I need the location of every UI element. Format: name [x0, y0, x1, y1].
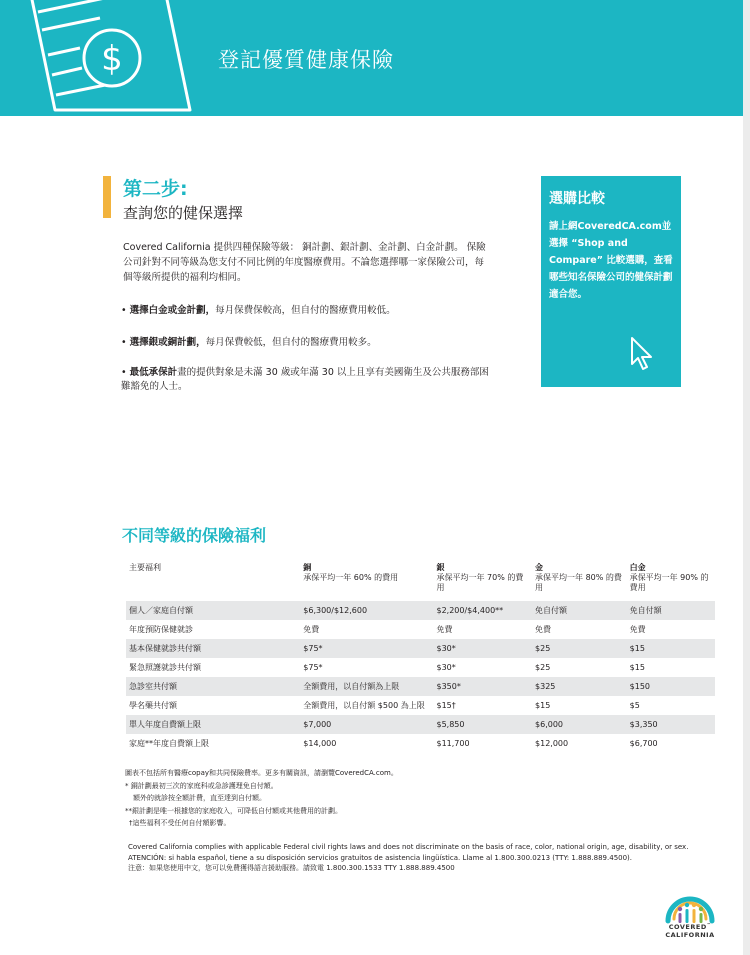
page-title: 登記優質健康保險 [218, 48, 394, 72]
header-banner [0, 0, 743, 116]
header-sub: 承保平均一年 90% 的費用 [629, 573, 709, 592]
table-cell: 免費 [535, 625, 552, 634]
header-bronze [300, 563, 433, 601]
table-cell: $30* [436, 663, 456, 672]
table-cell: $30* [433, 639, 532, 658]
table-cell: $325 [532, 677, 627, 696]
footnote: 圖表不包括所有醫療copay和共同保險費率。更多有關資訊，請瀏覽CoveredCA.com。 [125, 769, 398, 777]
header-platinum [627, 563, 715, 601]
logo-trademark: ™ [706, 922, 712, 927]
legal-line: Covered California complies with applicable Federal civil rights laws and does not discriminate on the basis of race, color, national origin, age, disability, or sex. [128, 843, 689, 851]
table-cell: 免自付額 [627, 601, 715, 620]
table-row [126, 734, 715, 753]
logo-line1: COVERED [668, 923, 707, 932]
table-cell: $11,700 [436, 739, 470, 748]
table-row [126, 677, 715, 696]
table-cell: 全額費用，以自付額 $500 為上限 [303, 701, 425, 710]
legal-notice [128, 842, 688, 874]
table-row [126, 620, 715, 639]
table-cell: 免費 [436, 625, 453, 634]
table-cell: $6,700 [629, 739, 658, 748]
table-cell: 免費 [629, 625, 646, 634]
header-sub: 承保平均一年 60% 的費用 [303, 573, 399, 582]
table-cell: $350* [433, 677, 532, 696]
header-silver [433, 563, 532, 601]
table-row [126, 658, 715, 677]
table-cell: 全額費用，以自付額為上限 [300, 677, 433, 696]
table-cell: 緊急照護就診共付額 [129, 663, 201, 672]
logo-line2: CALIFORNIA [665, 931, 715, 940]
table-cell: 個人／家庭自付額 [126, 601, 300, 620]
bullet-text: 每月保費較低，但自付的醫療費用較多。 [205, 337, 377, 348]
bullet-bold: 最低承保計 [129, 367, 178, 378]
intro-paragraph: Covered California 提供四種保險等級： 銅計劃、銀計劃、金計劃、白金計劃。 保險公司針對不同等級為您支付不同比例的年度醫療費用。不論您選擇哪一家保險公司，每個等級所提供的福利均相同。 [123, 242, 486, 283]
table-cell: $6,300/$12,600 [300, 601, 433, 620]
header-name: 銀 [436, 563, 445, 572]
bullet-item: • 選擇白金或金計劃，每月保費保較高，但自付的醫療費用較低。 [121, 305, 396, 316]
header-main-benefit [126, 563, 300, 601]
table-row [126, 696, 715, 715]
table-cell: $75* [300, 639, 433, 658]
logo-wordmark [655, 921, 725, 939]
table-header-row [126, 563, 715, 601]
table-cell: 急診室共付額 [126, 677, 300, 696]
header-name: 白金 [629, 563, 646, 572]
table-cell: $7,000 [300, 715, 433, 734]
bullet-text: 畫的提供對象是未滿 30 歲或年滿 30 以上且享有美國衛生及公共服務部困難豁免的人士。 [121, 367, 489, 392]
table-cell: 免自付額 [532, 601, 627, 620]
legal-line: 注意：如果您使用中文，您可以免費獲得語言援助服務。請致電 1.800.300.1533 TTY 1.888.889.4500 [128, 864, 455, 872]
table-cell: 免費 [303, 625, 320, 634]
table-cell: 單人年度自費額上限 [126, 715, 300, 734]
table-cell: $15 [535, 701, 551, 710]
table-row [126, 715, 715, 734]
table-cell: $3,350 [627, 715, 715, 734]
header-sub: 承保平均一年 80% 的費用 [535, 573, 622, 592]
table-cell: $6,000 [532, 715, 627, 734]
table-cell: 年度預防保健就診 [129, 625, 193, 634]
table-cell: $25 [532, 639, 627, 658]
table-cell: $5 [629, 701, 640, 710]
cursor-pointer-icon [629, 336, 655, 372]
bullet-bold: 選擇白金或金計劃， [129, 305, 216, 316]
svg-text:$: $ [101, 39, 123, 79]
step-subtitle: 查詢您的健保選擇 [123, 204, 244, 222]
step-label: 第二步: [123, 178, 188, 200]
table-cell: 基本保健就診共付額 [126, 639, 300, 658]
step-accent-bar [103, 176, 111, 218]
table-cell: 家庭**年度自費額上限 [129, 739, 209, 748]
table-cell: 學名藥共付額 [129, 701, 177, 710]
benefits-table [126, 563, 715, 753]
legal-line: ATENCIÓN: si habla español, tiene a su disposición servicios gratuitos de asistencia lingüística. Llame al 1.800.300.0213 (TTY: 1.888.889.4500). [128, 853, 633, 862]
document-dollar-icon [0, 0, 210, 116]
table-row [126, 601, 715, 620]
table-cell: $15 [627, 639, 715, 658]
table-cell: $5,850 [433, 715, 532, 734]
header-sub: 承保平均一年 70% 的費用 [436, 573, 524, 592]
footnotes [125, 767, 398, 830]
footnote: †這些福利不受任何自付額影響。 [129, 819, 231, 827]
table-cell: $12,000 [535, 739, 569, 748]
viewer-scroll-edge [743, 0, 750, 955]
table-cell: $14,000 [303, 739, 337, 748]
callout-title: 選購比較 [549, 191, 605, 207]
bullet-item: • 選擇銀或銅計劃，每月保費較低，但自付的醫療費用較多。 [121, 337, 377, 348]
callout-text: 請上網CoveredCA.com並選擇 “Shop and Compare” 比較選購，查看哪些知名保險公司的健保計劃適合您。 [549, 221, 673, 300]
bullet-item: • 最低承保計畫的提供對象是未滿 30 歲或年滿 30 以上且享有美國衛生及公共服務部困難豁免的人士。 [121, 367, 489, 392]
table-cell: $15† [436, 701, 456, 710]
header-name: 銅 [303, 563, 312, 572]
shop-compare-callout [541, 176, 681, 387]
table-row [126, 639, 715, 658]
bullet-text: 每月保費保較高，但自付的醫療費用較低。 [215, 305, 396, 316]
table-cell: $75* [303, 663, 323, 672]
table-cell: $2,200/$4,400** [433, 601, 532, 620]
footnote: **銀計劃是唯一根據您的家庭收入，可降低自付額或其他費用的計劃。 [125, 806, 342, 815]
table-cell: $25 [535, 663, 551, 672]
footnote: * 銅計劃最初三次的家庭科或急診護理免自付額。 [125, 781, 278, 790]
benefits-title: 不同等級的保險福利 [122, 526, 267, 545]
footnote: 額外的就診按全額計費，直至達到自付額。 [133, 794, 266, 802]
header-name: 金 [535, 563, 544, 572]
table-cell: $150 [627, 677, 715, 696]
header-gold [532, 563, 627, 601]
bullet-bold: 選擇銀或銅計劃， [129, 337, 206, 348]
table-cell: $15 [629, 663, 645, 672]
header-name: 主要福利 [129, 563, 161, 572]
